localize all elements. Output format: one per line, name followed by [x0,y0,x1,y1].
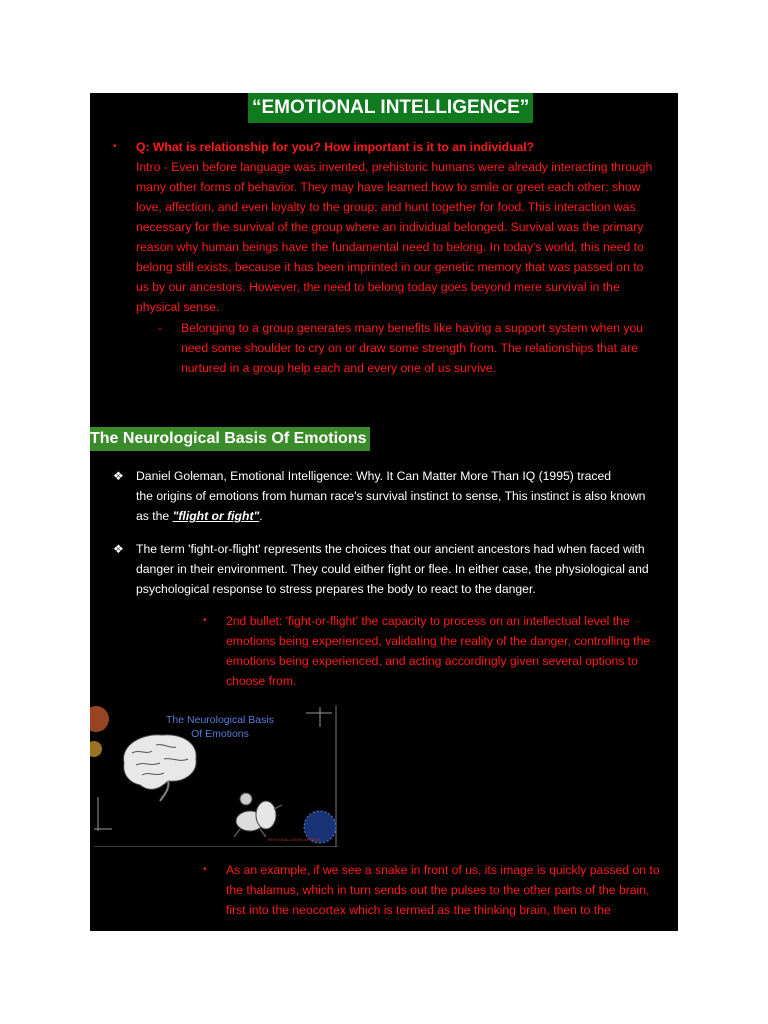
snake-example-paragraph: As an example, if we see a snake in front of us, its image is quickly passed on to the thalamus, which in turn sends out the pulses to the other parts of the brain, first into the neocortex which is termed as the thinking brain, then to the [226,863,660,917]
decor-circle [90,706,109,732]
slide-thumbnail [90,705,338,847]
diamond-bullet-icon: ❖ [113,469,124,483]
fight-or-flight-paragraph: The term 'fight-or-flight' represents the choices that our ancient ancestors had when faced with danger in their environment. They could either fight or flee. In either case, the physiological and psychological response to stress prepares the body to react to the danger. [136,542,649,596]
intro-sub-bullet: Belonging to a group generates many benefits like having a support system when you need some shoulder to cry on or draw some strength from. The relationships that are nurtured in a group help each and every one of us survive. [181,321,644,375]
bullet-icon: • [203,864,207,875]
bullet-icon: • [113,141,117,152]
dash-bullet-icon: - [158,321,162,335]
decor-circle [90,741,102,757]
slide-caption: PERSONAL DEVELOPMENT [268,837,321,842]
figure-illustration [234,793,282,837]
flight-or-fight-emphasis: "flight or fight" [172,509,260,523]
bullet-icon: • [203,615,207,626]
diamond-bullet-icon: ❖ [113,542,124,556]
document-title: “EMOTIONAL INTELLIGENCE” [248,93,533,123]
intro-question: Q: What is relationship for you? How important is it to an individual? [136,140,535,154]
intro-paragraph: Intro - Even before language was invented, prehistoric humans were already interacting through many other forms of behavior. They may have learned how to smile or greet each other; show love, affection, and even loyalty to the group; and hunt together for food. This interaction was necessary for the survival of the group where an individual belonged. Survival was the primary reason why human beings have the fundamental need to belong. In today's world, this need to belong still exists, because it has been imprinted in our genetic memory that was passed on to us by our ancestors. However, the need to belong today goes beyond mere survival in the physical sense. [136,160,653,314]
section-heading: The Neurological Basis Of Emotions [90,427,370,451]
brain-illustration [124,735,197,801]
goleman-paragraph: Daniel Goleman, Emotional Intelligence: Why. It Can Matter More Than IQ (1995) traced the origins of emotions from human race's survival instinct to sense, This instinct is also known as the "flight or fight". [136,469,646,523]
second-bullet-paragraph: 2nd bullet: 'fight-or-flight' the capacity to process on an intellectual level the emotions being experienced, validating the reality of the danger, controlling the emotions being experienced, and acting accordingly given several options to choose from. [226,614,651,688]
slide-title: The Neurological Basis Of Emotions [166,714,274,740]
document-page [90,93,678,931]
